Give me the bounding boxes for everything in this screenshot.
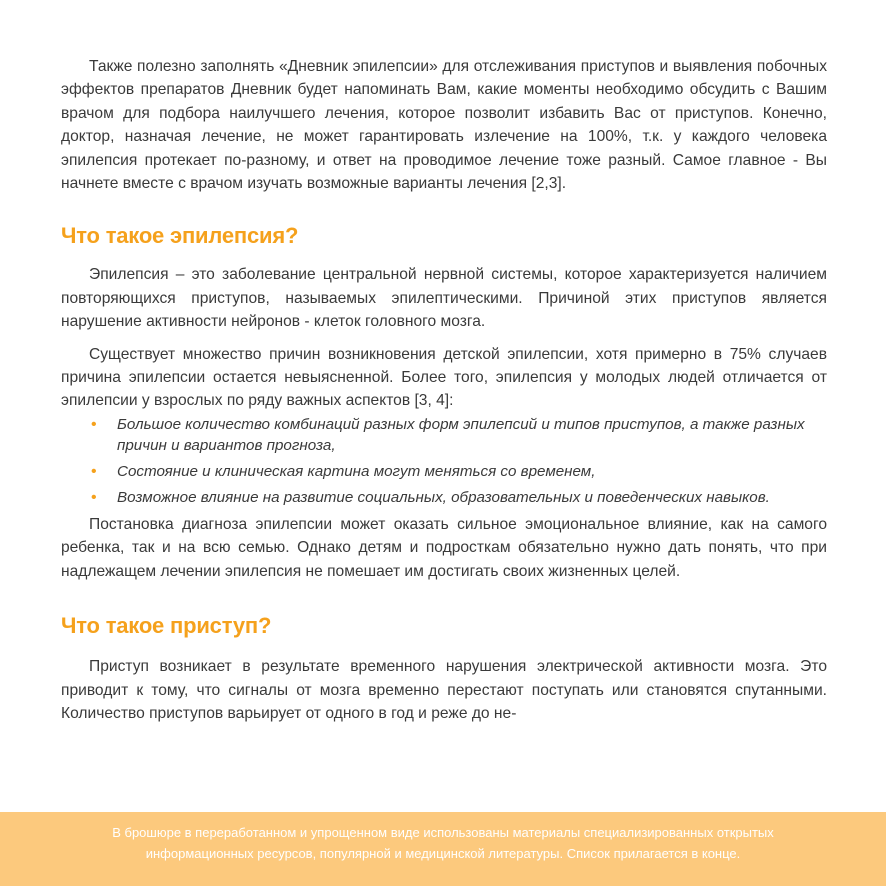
bullet-icon: • [91, 415, 97, 433]
heading-what-is-epilepsy: Что такое эпилепсия? [61, 223, 299, 249]
seizure-paragraph: Приступ возникает в результате временного нарушения электрической активности мозга. Это приводит к тому, что сигналы от мозга временно перестают поступать или становятся спутанными. Количество приступов варьирует от одного в год и реже до не- [61, 658, 827, 722]
footer-line-2: информационных ресурсов, популярной и медицинской литературы. Список прилагается в конце. [145, 846, 741, 861]
diagnosis-paragraph: Постановка диагноза эпилепсии может оказать сильное эмоциональное влияние, как на самого ребенка, так и на всю семью. Однако детям и подросткам обязательно нужно дать понять, что при надлежащем лечении эпилепсия не помешает им достигать своих жизненных целей. [61, 515, 827, 580]
footer-line-1: В брошюре в переработанном и упрощенном виде использованы материалы специализированных открытых [112, 825, 774, 840]
aspects-list [61, 414, 827, 508]
heading-what-is-seizure: Что такое приступ? [61, 613, 272, 639]
intro-paragraph: Также полезно заполнять «Дневник эпилепсии» для отслеживания приступов и выявления побочных эффектов препаратов Дневник будет напоминать Вам, какие моменты необходимо обсудить с Вашим врачом для подбора наилучшего лечения, которое позволит избавить Вас от приступов. Конечно, доктор, назначая лечение, не может гарантировать излечение на 100%, т.к. у каждого человека эпилепсия протекает по-разному, и ответ на проводимое лечение тоже разный. Самое главное - Вы начнете вместе с врачом изучать возможные варианты лечения [2,3]. [61, 58, 827, 193]
list-item [91, 461, 827, 482]
footer-note [0, 822, 886, 864]
causes-paragraph: Существует множество причин возникновения детской эпилепсии, хотя примерно в 75% случаев причина эпилепсии остается невыясненной. Более того, эпилепсия у молодых людей отличается от эпилепсии у взрослых по ряду важных аспектов [3, 4]: [61, 345, 827, 410]
page-content [61, 55, 827, 725]
list-item-text: Возможное влияние на развитие социальных, образовательных и поведенческих навыков. [117, 488, 770, 506]
bullet-icon: • [91, 462, 97, 480]
list-item-text: Большое количество комбинаций разных форм эпилепсий и типов приступов, а также разных причин и вариантов прогноза, [117, 415, 805, 454]
definition-paragraph: Эпилепсия – это заболевание центральной нервной системы, которое характеризуется наличием повторяющихся приступов, называемых эпилептическими. Причиной этих приступов является нарушение активности нейронов - клеток головного мозга. [61, 266, 827, 331]
footer-banner [0, 812, 886, 886]
list-item [91, 414, 827, 456]
bullet-icon: • [91, 488, 97, 506]
list-item [91, 487, 827, 508]
list-item-text: Состояние и клиническая картина могут меняться со временем, [117, 462, 596, 480]
